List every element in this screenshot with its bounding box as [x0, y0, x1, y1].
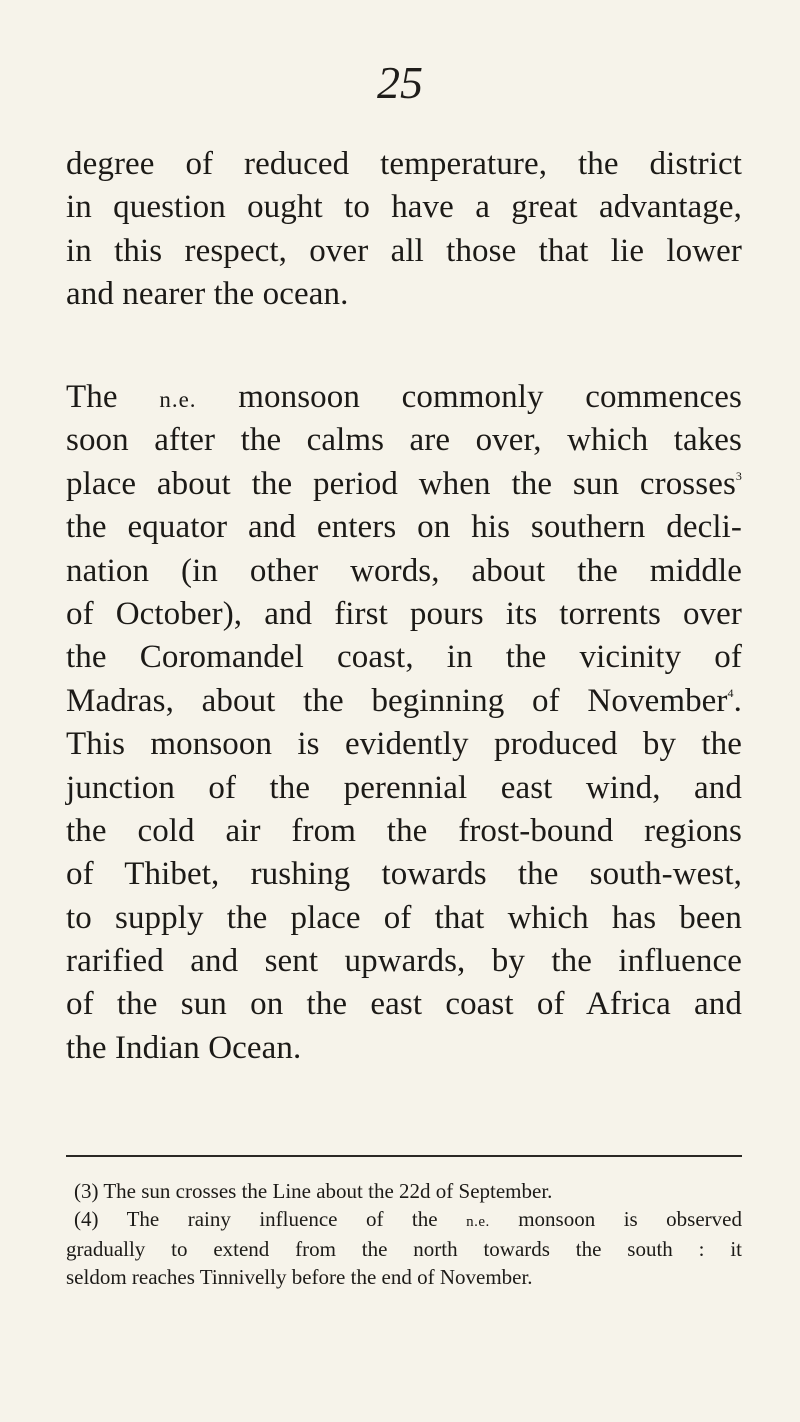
footnote-4-continued: seldom reaches Tinnivelly before the end of November. — [66, 1264, 533, 1289]
text-line: The n.e. monsoon commonly commences — [66, 379, 742, 415]
footnote-reference: 4 — [727, 685, 734, 700]
footnotes — [66, 1178, 742, 1291]
text-line: to supply the place of that which has been — [66, 899, 742, 936]
footnote-3: (3) The sun crosses the Line about the 22d of September. — [74, 1179, 553, 1203]
page-number: 25 — [377, 57, 423, 108]
paragraph-1 — [66, 143, 742, 317]
small-caps-abbreviation: n.e. — [466, 1213, 490, 1230]
footnote-divider — [66, 1155, 742, 1157]
footnote-4: (4) The rainy influence of the n.e. monsoon is observed — [74, 1206, 742, 1231]
text-line: degree of reduced temperature, the district — [66, 146, 742, 182]
text-line: the equator and enters on his southern decli- — [66, 509, 742, 546]
text-line: of the sun on the east coast of Africa and — [66, 986, 742, 1023]
footnote-4-continued: gradually to extend from the north towards the south : it — [66, 1237, 742, 1261]
text-line: in question ought to have a great advantage, — [66, 189, 742, 226]
text-line: of October), and first pours its torrents over — [66, 595, 742, 632]
text-line: Madras, about the beginning of November$^4$. — [66, 682, 742, 719]
text-line: nation (in other words, about the middle — [66, 552, 742, 589]
paragraph-2 — [66, 376, 742, 1070]
text-line: the Indian Ocean. — [66, 1029, 302, 1066]
footnote-reference: 3 — [735, 468, 742, 483]
text-line: and nearer the ocean. — [66, 276, 349, 313]
text-line: of Thibet, rushing towards the south-west, — [66, 856, 742, 893]
text-line: rarified and sent upwards, by the influence — [66, 943, 742, 980]
text-line: soon after the calms are over, which takes — [66, 422, 742, 459]
text-line: junction of the perennial east wind, and — [66, 769, 742, 806]
text-line: the Coromandel coast, in the vicinity of — [66, 639, 742, 676]
text-line: place about the period when the sun crosses$^3$ — [66, 465, 742, 502]
text-line: This monsoon is evidently produced by the — [66, 726, 742, 763]
text-line: the cold air from the frost-bound regions — [66, 812, 742, 849]
text-line: in this respect, over all those that lie lower — [66, 232, 742, 269]
small-caps-abbreviation: n.e. — [159, 387, 197, 412]
